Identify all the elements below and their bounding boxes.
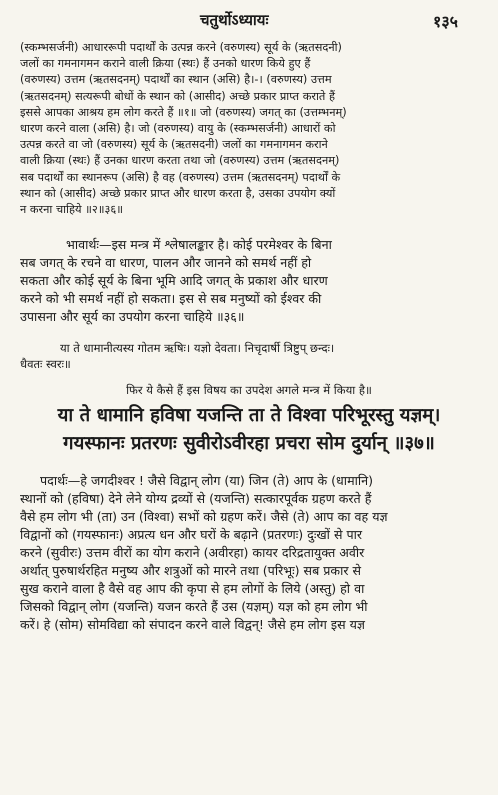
bhavartha-paragraph [20, 236, 478, 326]
text-line: जिसको विद्वान् लोग (यजन्ति) यजन करते हैं उस (यज्ञम्) यज्ञ को हम लोग भी [20, 599, 368, 614]
text-line: धैवतः स्वरः॥ [20, 357, 71, 371]
verse-line: या ते धामानि हविषा यजन्ति ता ते विश्वा परिभूरस्तु यज्ञम्। [57, 405, 441, 426]
text-line: सब जगत् के रचने वा धारण, पालन और जानने को समर्थ नहीं हो [20, 255, 312, 270]
running-head-title: चतुर्थोऽध्यायः [200, 11, 269, 29]
mantra-verse [20, 402, 478, 458]
padartha-paragraph [20, 472, 478, 634]
text-line: उपासना और सूर्य का उपयोग करना चाहिये ॥३६॥ [20, 309, 245, 324]
text-line: सकता और कोई सूर्य के बिना भूमि आदि जगत् के प्रकाश और धारण [20, 273, 328, 288]
translation-paragraph [20, 40, 478, 218]
text-line: सुख कराने वाला है वैसे वह आप की कृपा से हम लोगों के लिये (अस्तु) हो वा [20, 581, 365, 596]
text-line: करने (सुवीरः) उत्तम वीरों का योग कराने (अवीरहा) कायर दरिद्रतायुक्त अवीर [20, 545, 365, 560]
text-line: पदार्थः—हे जगदीश्वर ! जैसे विद्वान् लोग (या) जिन (ते) आप के (धामानि) [40, 473, 374, 488]
verse-line: गयस्फानः प्रतरणः सुवीरोऽवीरहा प्रचरा सोम दुर्यान् ॥३७॥ [63, 433, 435, 454]
text-line: विद्वानों को (गयस्फानः) अप्रत्य धन और घरों के बढ़ाने (प्रतरणः) दुःखों से पार [20, 527, 363, 542]
text-line: करने को भी समर्थ नहीं हो सकता। इस से सब मनुष्यों को ईश्वर की [20, 291, 322, 306]
page-header [0, 10, 498, 36]
text-line: (वरुणस्य) उत्तम (ऋतसदनम्) पदार्थों का स्थान (असि) है।-। (वरुणस्य) उत्तम [20, 73, 332, 87]
text-line: सब पदार्थों का स्थानरूप (असि) है वह (वरुणस्य) उत्तम (ऋतसदनम्) पदार्थों के [20, 170, 341, 184]
text-line: स्थान को (आसीद) अच्छे प्रकार प्राप्त और धारण करता है, उसका उपयोग क्यों [20, 186, 336, 200]
text-line: इससे आपका आश्रय हम लोग करते हैं ॥१॥ जो (वरुणस्य) जगत् का (उत्तम्भनम्) [20, 105, 347, 119]
text-line: वाली क्रिया (स्थः) हैं उनका धारण करता तथा जो (वरुणस्य) उत्तम (ऋतसदनम्) [20, 154, 340, 168]
page-number: १३५ [433, 12, 458, 31]
text-line: फिर ये कैसे हैं इस विषय का उपदेश अगले मन्त्र में किया है॥ [126, 383, 372, 397]
intro-line [20, 382, 478, 398]
text-line: (स्कम्भसर्जनी) आधाररूपी पदार्थों के उत्पन्न करने (वरुणस्य) सूर्य के (ऋतसदनी) [20, 41, 342, 54]
text-line: उत्पन्न करते वा जो (वरुणस्य) सूर्य के (ऋतसदनी) जलों का गमनागमन कराने [20, 138, 328, 152]
text-line: वैसे हम लोग भी (ता) उन (विश्वा) सभों को ग्रहण करें। जैसे (ते) आप का वह यज्ञ [20, 509, 388, 524]
mantra-metadata [20, 340, 478, 372]
text-line: जलों का गमनागमन कराने वाली क्रिया (स्थः) हैं उनको धारण किये हुए हैं [20, 57, 311, 71]
text-line: स्थानों को (हविषा) देने लेने योग्य द्रव्यों से (यजन्ति) सत्कारपूर्वक ग्रहण करते हैं [20, 491, 372, 506]
text-line: भावार्थः—इस मन्त्र में श्लेषालङ्कार है। कोई परमेश्वर के बिना [66, 237, 332, 252]
text-line: न करना चाहिये ॥२॥३६॥ [20, 203, 124, 217]
text-line: करें। हे (सोम) सोमविद्या को संपादन करने वाले विद्वन्! जैसे हम लोग इस यज्ञ [20, 617, 365, 632]
text-line: या ते धामानीत्यस्य गोतम ऋषिः। यज्ञो देवता। निचृदार्षी त्रिष्टुप् छन्दः। [60, 341, 335, 355]
text-line: धारण करने वाला (असि) है। जो (वरुणस्य) वायु के (स्कम्भसर्जनी) आधारों को [20, 122, 336, 136]
text-line: (ऋतसदनम्) सत्यरूपी बोधों के स्थान को (आसीद) अच्छे प्रकार प्राप्त कराते हैं [20, 89, 335, 103]
text-line: अर्थात् पुरुषार्थरहित मनुष्य और शत्रुओं को मारने तथा (परिभूः) सब प्रकार से [20, 563, 362, 578]
